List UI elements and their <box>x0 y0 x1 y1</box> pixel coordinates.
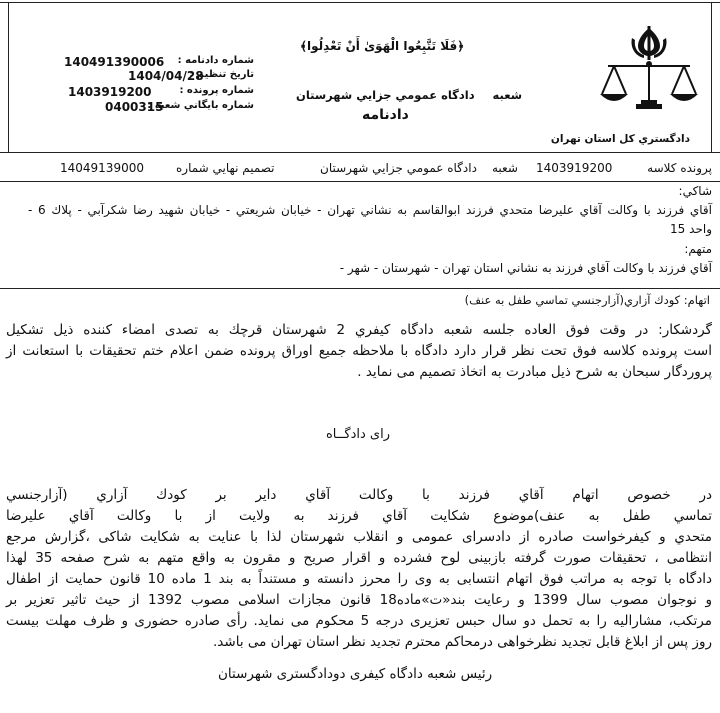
branch-label: شعبه <box>492 88 522 102</box>
header-divider <box>0 152 720 153</box>
final-decision-label: تصميم نهايي شماره <box>176 161 275 175</box>
case-number-label: شماره پرونده : <box>179 85 254 96</box>
verdict-title: راى دادگــاه <box>326 427 390 442</box>
quran-verse: ﴿فَلَا تَتَّبِعُوا الْهَوَىٰ أَنْ تَعْدِلُوا﴾ <box>300 39 465 53</box>
issue-date: 1404/04/28 <box>128 69 204 83</box>
proceedings-line: پروردگار سبحان به شرح ذيل مبادرت به اتخاذ تصميم مى نمايد . <box>357 364 712 380</box>
final-decision-value: 14049139000 <box>60 161 144 175</box>
province-court: دادگستري كل استان تهران <box>550 133 690 145</box>
archive-number-label: شماره بايگاني شعبه : <box>147 100 254 111</box>
verdict-number-label: شماره دادنامه : <box>177 55 254 66</box>
verdict-line: متحدي و كيفرخواست صادره از دادسراى عمومى و انقلاب شهرستان لذا با عنايت به شكايت شاكى ،گزارش مرجع <box>6 529 712 545</box>
plaintiff-line-1: آقاي فرزند با وكالت آقاي عليرضا متحدي فرزند ابوالقاسم به نشاني تهران - خيابان شريعتي - خيابان شهيد رضا شكرآبي - پلاك 6 - <box>28 203 712 217</box>
plaintiff-heading: شاكي: <box>678 184 712 198</box>
doc-type: دادنامه <box>362 107 409 123</box>
summary-divider <box>0 181 720 182</box>
verdict-number: 140491390006 <box>64 55 165 69</box>
verdict-line: تماسي طفل به عنف)موضوع شكايت آقاي فرزند به ولايت از با وكالت آقاي عليرضا <box>6 508 712 524</box>
proceedings-line: گردشكار: در وقت فوق العاده جلسه شعبه دادگاه كيفري 2 شهرستان قرچك به تصدى امضاء كننده ذيل تشكيل <box>6 322 712 338</box>
defendant-line-1: آقاي فرزند با وكالت آقاي فرزند به نشاني استان تهران - شهرستان - شهر - <box>339 261 712 275</box>
top-border <box>0 2 720 3</box>
verdict-line: دادگاه با توجه به مراتب فوق اتهام انتسابى به وى را محرز دانسته و مستنداً به بند 1 ماده 10 قانون حمايت از اطفال <box>6 571 712 587</box>
verdict-line: انتظامى ، تحقيقات صورت گرفته بازبينى لوح فشرده و اقرار صريح و مقرون به واقع متهم به شرح صفحه 35 لهذا <box>6 550 712 566</box>
emblem <box>594 16 704 128</box>
case-class-label: پرونده كلاسه <box>647 161 712 175</box>
right-border <box>711 2 712 152</box>
case-class-value: 1403919200 <box>536 161 613 175</box>
case-number: 1403919200 <box>68 85 152 99</box>
plaintiff-line-2: واحد 15 <box>670 222 712 236</box>
summary-branch: شعبه <box>492 161 518 175</box>
verdict-line: در خصوص اتهام آقاي فرزند با وكالت آقاي داير بر كودك آزاري (آزارجنسي <box>6 487 712 503</box>
signature: رئيس شعبه دادگاه كيفرى دودادگسترى شهرستان <box>218 666 493 682</box>
left-border <box>8 2 9 152</box>
defendant-heading: متهم: <box>684 242 712 256</box>
archive-number: 0400315 <box>105 100 164 114</box>
court-name: دادگاه عمومي جزايي شهرستان <box>296 88 475 102</box>
verdict-line: روز پس از ابلاغ قابل تجديد نظرخواهى درمحاكم محترم تجديد نظر استان تهران مى باشد. <box>213 634 712 650</box>
verdict-line: مرتكب، مشاراليه را به تحمل دو سال حبس تعزيرى درجه 5 محكوم مى نمايد. رأى صادره حضورى و ظرف مهلت بيست <box>6 613 712 629</box>
issue-date-label: تاريخ تنظيم : <box>189 69 254 80</box>
parties-divider <box>0 288 720 289</box>
proceedings-line: است پرونده كلاسه فوق تحت نظر قرار دارد دادگاه با ملاحظه جميع اوراق پرونده ضمن اعلام ختم تحقيقات با استعانت از <box>6 343 712 359</box>
verdict-line: و نوجوان مصوب سال 1399 و رعايت بند«ت»ماده18 قانون مجازات اسلامى مصوب 1392 از حيث تاثير تعزير بر <box>6 592 712 608</box>
iran-emblem-scales-icon <box>594 16 704 128</box>
summary-court: دادگاه عمومي جزايي شهرستان <box>320 161 477 175</box>
charge: اتهام: كودك آزاري(آزارجنسي تماسي طفل به عنف) <box>464 293 710 307</box>
